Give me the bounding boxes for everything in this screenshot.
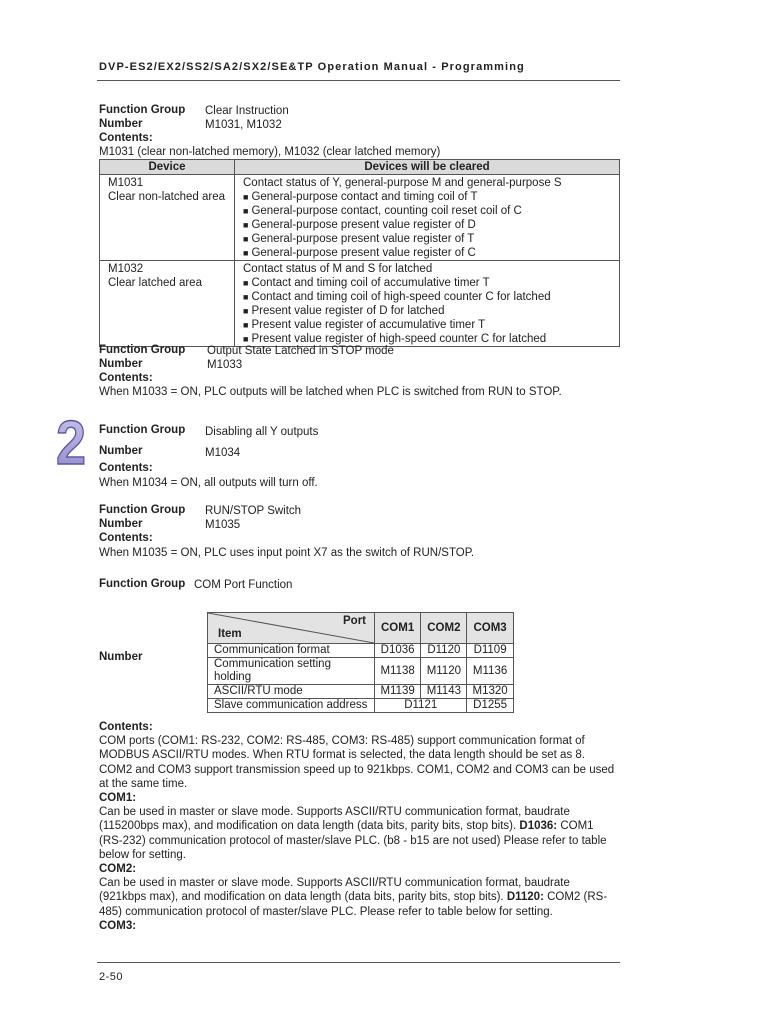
column-header: COM3 [467,613,513,644]
cleared-cell [235,175,620,261]
table-header-port-item [208,613,375,644]
function-group-value: Clear Instruction [205,105,289,117]
label-number: Number [99,118,143,130]
contents-text: M1031 (clear non-latched memory), M1032 (clear latched memory) [99,146,441,158]
bullet-square-icon: ■ [243,248,249,258]
label-number: Number [99,518,143,530]
value-cell: M1320 [467,685,513,699]
com1-heading: COM1: [99,792,137,805]
value-cell: M1143 [421,685,467,699]
table-header-device: Device [100,160,235,175]
cleared-head: Contact status of M and S for latched [243,263,433,275]
com2-paragraph: Can be used in master or slave mode. Supports ASCII/RTU communication format, baudrate (921kbps max), and modification on data length (data bits, parity bits, stop bits). D1120: COM2 (RS-485) communication protocol of master/slave PLC. Please refer to table below for setting. [99,877,608,918]
item-cell: Slave communication address [208,699,375,713]
header-item-label: Item [218,628,242,640]
label-number: Number [99,651,143,663]
bullet-square-icon: ■ [243,234,249,244]
table-row [208,685,514,699]
function-group-value: COM Port Function [194,579,293,591]
list-item: ■ General-purpose present value register of C [243,247,476,259]
contents-text: When M1033 = ON, PLC outputs will be latched when PLC is switched from RUN to STOP. [99,386,562,398]
value-cell: D1120 [421,644,467,658]
list-item: ■ General-purpose contact and timing coil of T [243,191,478,203]
bullet-square-icon: ■ [243,306,249,316]
clear-devices-table [99,159,620,347]
bullet-square-icon: ■ [243,220,249,230]
value-cell: D1036 [375,644,421,658]
com3-heading: COM3: [99,919,137,932]
label-contents: Contents: [99,462,153,474]
list-item: ■ General-purpose present value register of T [243,233,475,245]
page-number: 2-50 [99,971,124,983]
label-function-group: Function Group [99,578,186,590]
com1-paragraph: Can be used in master or slave mode. Supports ASCII/RTU communication format, baudrate (115200bps max), and modification on data length (data bits, parity bits, stop bits). D1036: COM1 (RS-232) communication protocol of master/slave PLC. (b8 - b15 are not used) Please refer to table below for setting. [99,806,607,861]
bullet-square-icon: ■ [243,334,249,344]
list-item: ■ Present value register of accumulative timer T [243,319,486,331]
device-cell [100,261,235,347]
value-cell: M1136 [467,658,513,685]
item-cell: Communication setting holding [208,658,375,685]
label-function-group: Function Group [99,344,186,356]
list-item: ■ Present value register of high-speed counter C for latched [243,333,547,345]
chapter-number: 2 [56,409,86,478]
table-row [208,658,514,685]
label-function-group: Function Group [99,104,186,116]
label-function-group: Function Group [99,504,186,516]
label-function-group: Function Group [99,424,186,436]
value-cell: D1109 [467,644,513,658]
contents-paragraph: COM ports (COM1: RS-232, COM2: RS-485, COM3: RS-485) support communication format of MODBUS ASCII/RTU modes. When RTU format is selected, the data length should be set as 8. COM2 and COM3 support transmission speed up to 921kbps. COM1, COM2 and COM3 can be used at the same time. [99,735,615,790]
label-number: Number [99,358,143,370]
bullet-square-icon: ■ [243,320,249,330]
device-cell [100,175,235,261]
device-area: Clear non-latched area [108,191,225,203]
label-contents: Contents: [99,372,153,384]
value-cell: D1255 [467,699,513,713]
cleared-head: Contact status of Y, general-purpose M and general-purpose S [243,177,562,189]
table-row [100,175,620,261]
list-item: ■ General-purpose present value register of D [243,219,476,231]
list-item: ■ Contact and timing coil of high-speed counter C for latched [243,291,551,303]
header-rule [97,80,620,81]
com-port-table [207,612,514,713]
bullet-square-icon: ■ [243,292,249,302]
number-value: M1034 [205,447,241,459]
table-row [208,644,514,658]
label-contents: Contents: [99,132,153,144]
column-header: COM1 [375,613,421,644]
device-id: M1032 [108,263,144,275]
function-group-value: Output State Latched in STOP mode [207,345,394,357]
column-header: COM2 [421,613,467,644]
device-id: M1031 [108,177,144,189]
item-cell: Communication format [208,644,375,658]
item-cell: ASCII/RTU mode [208,685,375,699]
label-contents: Contents: [99,532,153,544]
label-number: Number [99,445,143,457]
table-row [208,699,514,713]
value-cell: M1139 [375,685,421,699]
contents-text: When M1034 = ON, all outputs will turn off. [99,477,318,489]
page-header-title: DVP-ES2/EX2/SS2/SA2/SX2/SE&TP Operation Manual - Programming [99,61,525,73]
header-port-label: Port [343,615,366,627]
device-area: Clear latched area [108,277,202,289]
number-value: M1033 [207,359,243,371]
contents-text: When M1035 = ON, PLC uses input point X7 as the switch of RUN/STOP. [99,547,475,559]
bullet-square-icon: ■ [243,192,249,202]
value-cell: M1120 [421,658,467,685]
table-row [100,261,620,347]
function-group-value: RUN/STOP Switch [205,505,302,517]
chapter-number-graphic [55,409,87,478]
list-item: ■ Contact and timing coil of accumulative timer T [243,277,490,289]
cleared-cell [235,261,620,347]
list-item: ■ Present value register of D for latched [243,305,445,317]
bullet-square-icon: ■ [243,278,249,288]
value-cell: M1138 [375,658,421,685]
com-contents-block [99,720,619,933]
list-item: ■ General-purpose contact, counting coil reset coil of C [243,205,522,217]
table-header-cleared: Devices will be cleared [235,160,620,175]
label-contents: Contents: [99,721,153,733]
bullet-square-icon: ■ [243,206,249,216]
function-group-value: Disabling all Y outputs [205,426,319,438]
footer-rule [97,962,620,963]
number-value: M1035 [205,519,241,531]
number-value: M1031, M1032 [205,119,282,131]
com2-heading: COM2: [99,863,137,876]
value-cell: D1121 [375,699,467,713]
